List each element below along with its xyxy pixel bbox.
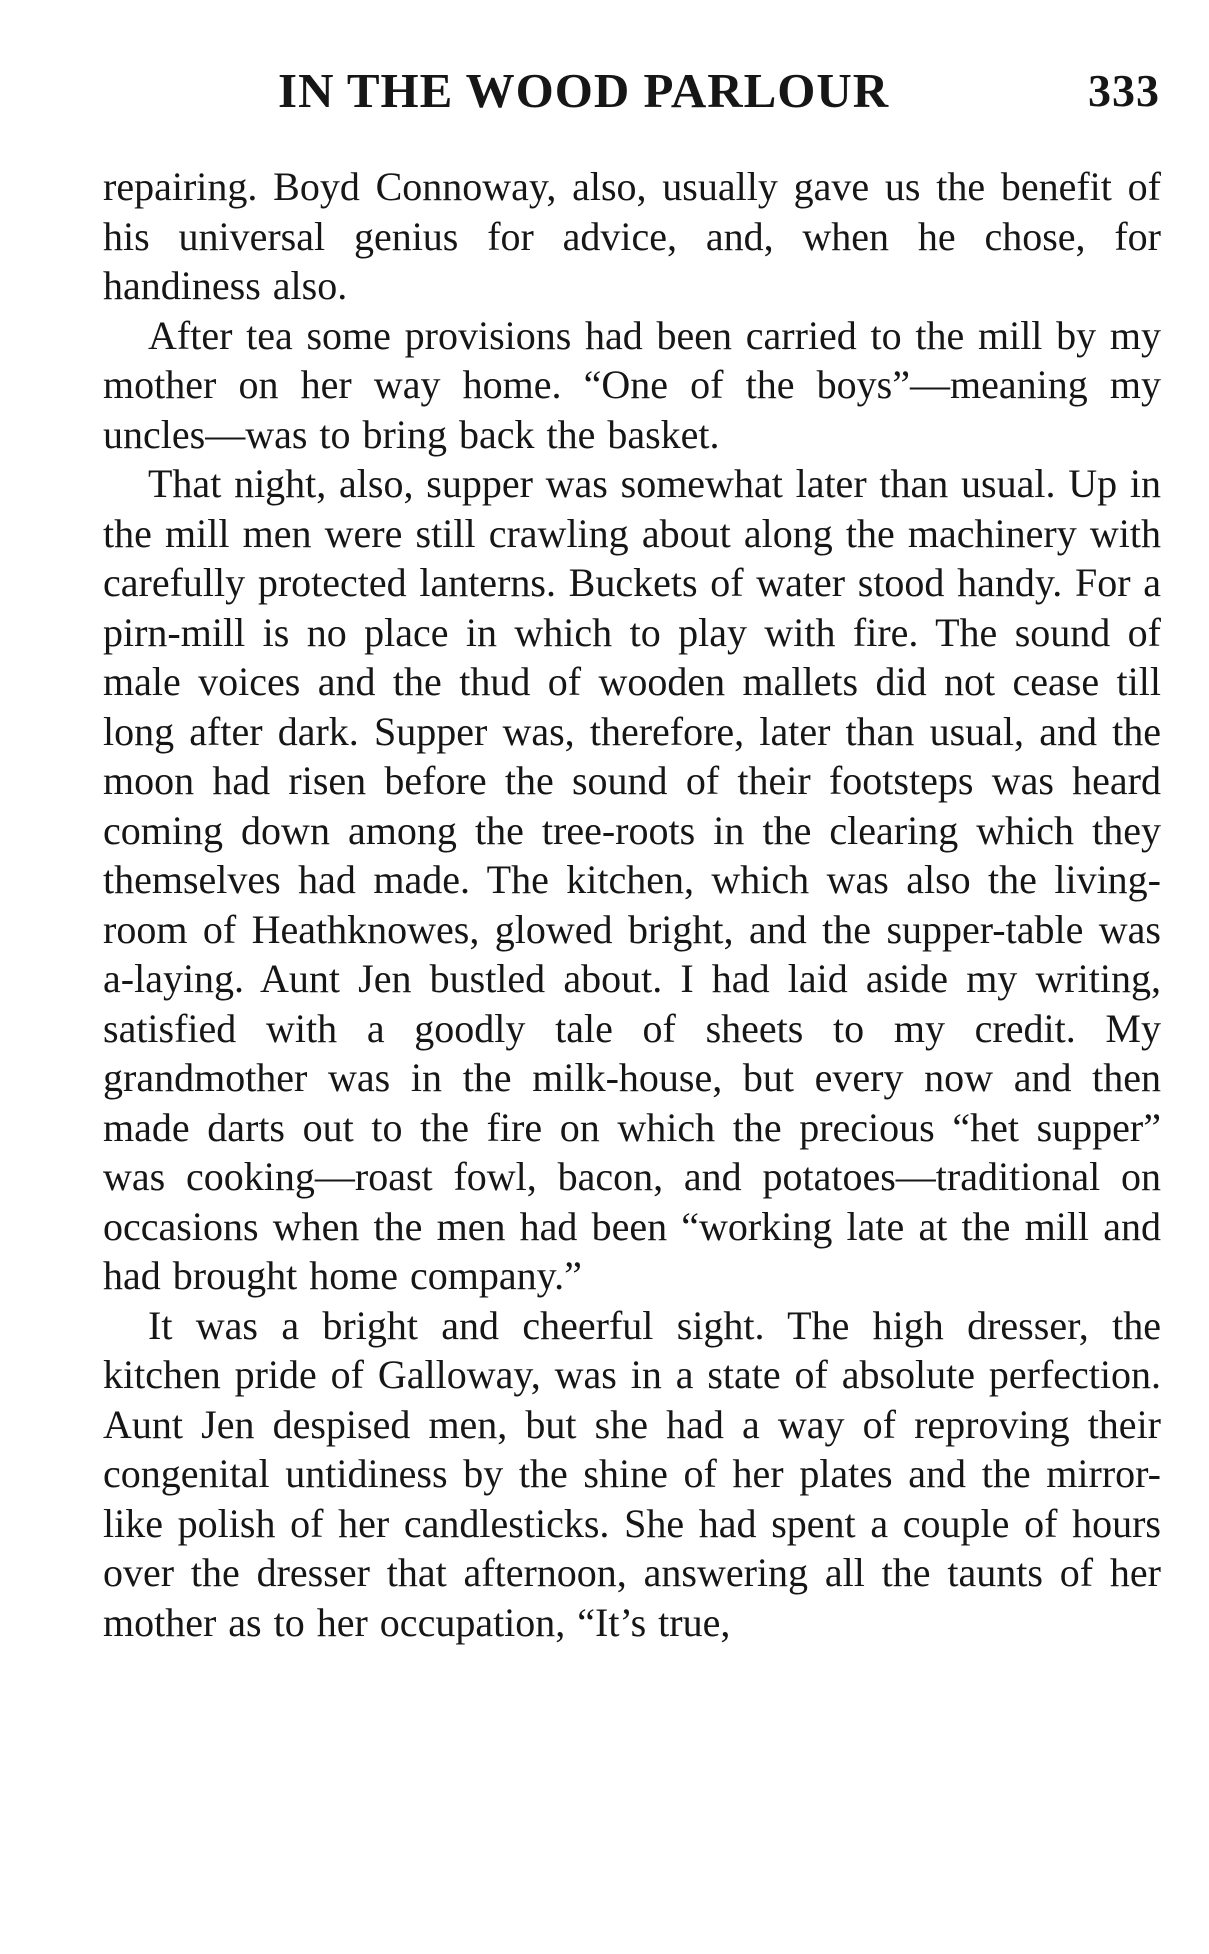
paragraph-continued: repairing. Boyd Connoway, also, usually gave us the benefit of his universal genius for advice, and, when he chose, for handiness also. — [103, 164, 1161, 308]
running-head-title: IN THE WOOD PARLOUR — [278, 63, 890, 118]
paragraph: It was a bright and cheerful sight. The high dresser, the kitchen pride of Galloway, was in a state of absolute perfection. Aunt Jen despised men, but she had a way of reproving their congenital untidiness by the shine of her plates and the mirror-like polish of her candlesticks. She had spent a couple of hours over the dresser that afternoon, answering all the taunts of her mother as to her occupation, “It’s true, — [103, 1302, 1161, 1645]
body-text — [103, 162, 1161, 1647]
running-header — [100, 62, 1160, 122]
page-number: 333 — [1088, 65, 1160, 116]
paragraph: That night, also, supper was somewhat later than usual. Up in the mill men were still crawling about along the machinery with carefully protected lanterns. Buckets of water stood handy. For a pirn-mill is no place in which to play with fire. The sound of male voices and the thud of wooden mallets did not cease till long after dark. Supper was, therefore, later than usual, and the moon had risen before the sound of their footsteps was heard coming down among the tree-roots in the clearing which they themselves had made. The kitchen, which was also the living-room of Heathknowes, glowed bright, and the supper-table was a-laying. Aunt Jen bustled about. I had laid aside my writing, satisfied with a goodly tale of sheets to my credit. My grandmother was in the milk-house, but every now and then made darts out to the fire on which the precious “het supper” was cooking—roast fowl, bacon, and potatoes—traditional on occasions when the men had been “working late at the mill and had brought home company.” — [103, 461, 1161, 1298]
paragraph: After tea some provisions had been carried to the mill by my mother on her way home. “One of the boys”—meaning my uncles—was to bring back the basket. — [103, 312, 1161, 457]
